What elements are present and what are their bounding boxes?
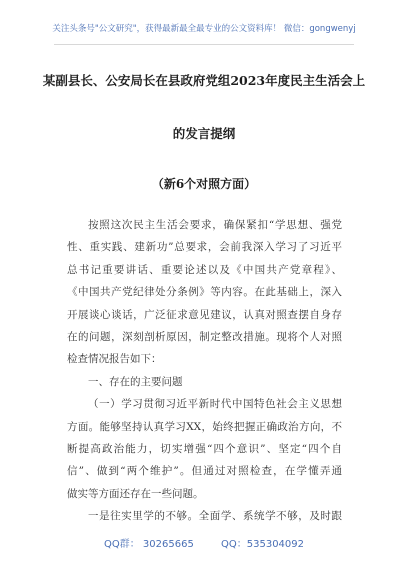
header-banner: 关注头条号"公文研究"，获得最新最全最专业的公文资料库！ 微信：gongwenyj [52, 24, 356, 34]
body-line: 按照这次民主生活会要求，确保紧扣“学思想、强党 [88, 219, 342, 231]
body-line: （一）学习贯彻习近平新时代中国特色社会主义思想 [88, 398, 342, 411]
body-line: 在的问题，深刻剖析原因，制定整改措施。现将个人对照 [67, 331, 342, 344]
body-line: 信”、做到“两个维护”。但通过对照检查，在学懂弄通 [67, 465, 342, 478]
body-line: 做实等方面还存在一些问题。 [67, 487, 204, 500]
body-line: 开展谈心谈话，广泛征求意见建议，认真对照查摆自身存 [67, 308, 342, 321]
section-heading: 一、存在的主要问题 [88, 375, 183, 388]
document-body [67, 214, 342, 528]
body-line: 检查情况报告如下： [67, 353, 162, 366]
footer-contact [0, 535, 408, 550]
footer-qq-number: QQ：535304092 [221, 539, 305, 550]
body-line: 性、重实践、建新功”总要求，会前我深入学习了习近平 [67, 241, 342, 254]
footer-qq-group: QQ群： 30265665 [103, 539, 194, 550]
body-line: 《中国共产党纪律处分条例》等内容。在此基础上，深入 [67, 286, 342, 299]
body-line: 方面。能够坚持认真学习XX，始终把握正确政治方向，不 [67, 420, 342, 433]
body-line: 总书记重要讲话、重要论述以及《中国共产党章程》、 [67, 263, 342, 276]
document-title-continued: 的发言提纲 [172, 126, 236, 141]
body-line: 断提高政治能力，切实增强“四个意识”、坚定“四个自 [67, 443, 342, 456]
header-divider [54, 44, 354, 45]
document-subtitle: （新6个对照方面） [151, 177, 257, 191]
document-title: 某副县长、公安局长在县政府党组2023年度民主生活会上 [42, 73, 366, 88]
body-line: 一是往实里学的不够。全面学、系统学不够，及时跟 [88, 510, 342, 523]
